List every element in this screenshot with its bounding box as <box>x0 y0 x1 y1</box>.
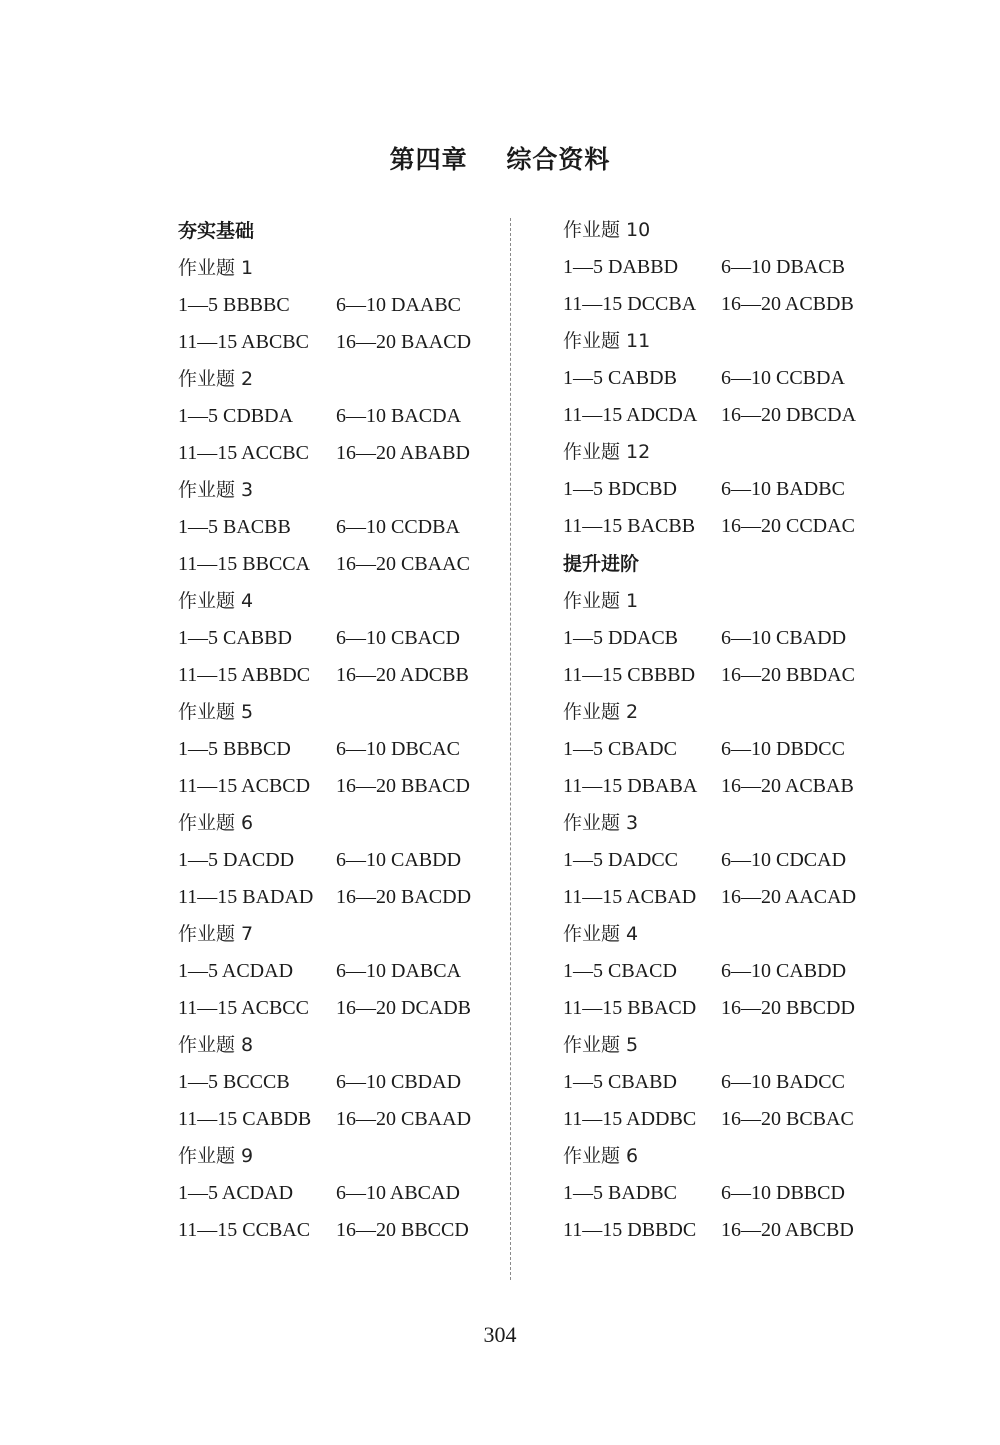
answer-row <box>563 1101 893 1138</box>
answer-range: 6—10 DAABC <box>336 294 462 316</box>
answer-range: 6—10 DBDCC <box>721 738 845 760</box>
answer-row <box>178 731 498 768</box>
answer-row <box>563 1212 893 1249</box>
answer-row <box>178 1212 498 1249</box>
homework-group <box>178 361 498 472</box>
answer-range: 6—10 DBBCD <box>721 1182 845 1204</box>
answer-range: 16—20 ABCBD <box>721 1219 854 1241</box>
homework-group <box>563 212 893 323</box>
homework-label: 作业题 2 <box>563 701 639 723</box>
answer-range: 11—15 ADDBC <box>563 1108 697 1130</box>
answer-row <box>563 249 893 286</box>
homework-label: 作业题 2 <box>178 368 254 390</box>
answer-range: 11—15 DBBDC <box>563 1219 697 1241</box>
answer-range: 6—10 CCBDA <box>721 367 845 389</box>
homework-group <box>563 583 893 694</box>
homework-label: 作业题 10 <box>563 219 651 241</box>
answer-row <box>563 990 893 1027</box>
answer-range: 6—10 CCDBA <box>336 516 460 538</box>
answer-range: 16—20 BCBAC <box>721 1108 854 1130</box>
answer-range: 16—20 CBAAC <box>336 553 470 575</box>
answer-range: 11—15 ACCBC <box>178 442 309 464</box>
answer-range: 11—15 DCCBA <box>563 293 697 315</box>
page-title: 第四章 综合资料 <box>389 145 611 174</box>
homework-group <box>178 1138 498 1249</box>
answer-range: 16—20 ABABD <box>336 442 470 464</box>
answer-range: 6—10 DABCA <box>336 960 462 982</box>
homework-label: 作业题 11 <box>563 330 651 352</box>
answer-row <box>178 1175 498 1212</box>
answer-range: 11—15 DBABA <box>563 775 698 797</box>
answer-range: 1—5 BADBC <box>563 1182 677 1204</box>
homework-label: 作业题 12 <box>563 441 651 463</box>
homework-group <box>563 805 893 916</box>
answer-range: 6—10 ABCAD <box>336 1182 460 1204</box>
answer-range: 11—15 ACBCC <box>178 997 309 1019</box>
answer-range: 1—5 CBABD <box>563 1071 677 1093</box>
answer-row <box>178 1101 498 1138</box>
answer-row <box>563 286 893 323</box>
column-divider <box>510 218 511 1280</box>
answer-range: 16—20 DBCDA <box>721 404 857 426</box>
answer-range: 11—15 BBCCA <box>178 553 311 575</box>
answer-range: 11—15 ACBAD <box>563 886 697 908</box>
answer-range: 16—20 ACBDB <box>721 293 854 315</box>
homework-group <box>563 694 893 805</box>
answer-range: 6—10 CABDD <box>721 960 847 982</box>
section-heading: 提升进阶 <box>563 553 640 575</box>
homework-group <box>563 916 893 1027</box>
answer-row <box>563 842 893 879</box>
answer-range: 1—5 CBACD <box>563 960 677 982</box>
answer-row <box>178 657 498 694</box>
homework-group <box>178 805 498 916</box>
homework-label: 作业题 6 <box>563 1145 639 1167</box>
answer-range: 1—5 DADCC <box>563 849 679 871</box>
answer-range: 6—10 CABDD <box>336 849 462 871</box>
answer-range: 16—20 AACAD <box>721 886 857 908</box>
answer-row <box>563 731 893 768</box>
answer-range: 11—15 CABDB <box>178 1108 312 1130</box>
answer-range: 16—20 DCADB <box>336 997 472 1019</box>
answer-row <box>563 360 893 397</box>
answer-row <box>563 1175 893 1212</box>
answer-range: 1—5 DDACB <box>563 627 679 649</box>
answer-range: 11—15 ABBDC <box>178 664 311 686</box>
answer-range: 11—15 BBACD <box>563 997 697 1019</box>
answer-range: 16—20 BBDAC <box>721 664 855 686</box>
homework-label: 作业题 8 <box>178 1034 254 1056</box>
homework-group <box>178 250 498 361</box>
homework-label: 作业题 3 <box>563 812 639 834</box>
answer-row <box>563 1064 893 1101</box>
answer-row <box>178 1064 498 1101</box>
answer-range: 1—5 CDBDA <box>178 405 294 427</box>
answer-range: 16—20 CCDAC <box>721 515 855 537</box>
answer-range: 1—5 CABBD <box>178 627 292 649</box>
answer-row <box>178 620 498 657</box>
answer-row <box>178 435 498 472</box>
homework-label: 作业题 3 <box>178 479 254 501</box>
homework-group <box>563 1027 893 1138</box>
answer-row <box>563 953 893 990</box>
homework-label: 作业题 6 <box>178 812 254 834</box>
answer-range: 11—15 ADCDA <box>563 404 698 426</box>
homework-label: 作业题 9 <box>178 1145 254 1167</box>
answer-row <box>563 508 893 545</box>
homework-label: 作业题 4 <box>563 923 639 945</box>
homework-group <box>178 694 498 805</box>
answer-row <box>178 509 498 546</box>
answer-range: 1—5 BBBBC <box>178 294 290 316</box>
homework-label: 作业题 5 <box>563 1034 639 1056</box>
answer-range: 6—10 DBCAC <box>336 738 460 760</box>
homework-group <box>178 916 498 1027</box>
homework-group <box>178 1027 498 1138</box>
answer-row <box>178 953 498 990</box>
homework-group <box>178 583 498 694</box>
homework-label: 作业题 1 <box>563 590 639 612</box>
answer-row <box>563 620 893 657</box>
answer-range: 1—5 ACDAD <box>178 1182 294 1204</box>
answer-row <box>563 768 893 805</box>
answer-row <box>178 879 498 916</box>
answer-range: 11—15 CBBBD <box>563 664 696 686</box>
answer-range: 16—20 BAACD <box>336 331 472 353</box>
section-heading: 夯实基础 <box>178 220 255 242</box>
answer-range: 16—20 BBACD <box>336 775 470 797</box>
answer-range: 6—10 CBDAD <box>336 1071 462 1093</box>
answer-range: 16—20 ADCBB <box>336 664 469 686</box>
homework-label: 作业题 5 <box>178 701 254 723</box>
homework-label: 作业题 7 <box>178 923 254 945</box>
answer-range: 6—10 CBADD <box>721 627 847 649</box>
answer-range: 6—10 CBACD <box>336 627 460 649</box>
homework-group <box>563 434 893 545</box>
answer-row <box>178 990 498 1027</box>
homework-label: 作业题 1 <box>178 257 254 279</box>
answer-row <box>563 879 893 916</box>
answer-range: 11—15 ABCBC <box>178 331 309 353</box>
answer-range: 1—5 BDCBD <box>563 478 677 500</box>
answer-range: 1—5 BACBB <box>178 516 291 538</box>
answer-range: 1—5 CBADC <box>563 738 677 760</box>
answer-range: 1—5 BBBCD <box>178 738 291 760</box>
answer-range: 16—20 BBCCD <box>336 1219 469 1241</box>
answer-range: 11—15 BADAD <box>178 886 314 908</box>
answer-range: 6—10 DBACB <box>721 256 845 278</box>
answer-range: 6—10 CDCAD <box>721 849 847 871</box>
answer-range: 11—15 ACBCD <box>178 775 311 797</box>
answer-range: 1—5 ACDAD <box>178 960 294 982</box>
homework-group <box>178 472 498 583</box>
answer-range: 1—5 CABDB <box>563 367 677 389</box>
answer-range: 11—15 CCBAC <box>178 1219 311 1241</box>
answer-range: 16—20 CBAAD <box>336 1108 472 1130</box>
answer-row <box>563 397 893 434</box>
answer-range: 6—10 BADCC <box>721 1071 845 1093</box>
answer-range: 16—20 BACDD <box>336 886 472 908</box>
answer-row <box>178 546 498 583</box>
answer-range: 16—20 ACBAB <box>721 775 854 797</box>
homework-group <box>563 323 893 434</box>
answer-row <box>178 287 498 324</box>
right-column <box>563 212 893 1249</box>
answer-range: 1—5 DABBD <box>563 256 679 278</box>
homework-group <box>563 1138 893 1249</box>
answer-range: 1—5 BCCCB <box>178 1071 290 1093</box>
left-column <box>178 212 498 1249</box>
answer-range: 11—15 BACBB <box>563 515 696 537</box>
answer-row <box>178 324 498 361</box>
homework-label: 作业题 4 <box>178 590 254 612</box>
answer-range: 6—10 BADBC <box>721 478 845 500</box>
answer-row <box>563 471 893 508</box>
answer-row <box>563 657 893 694</box>
answer-range: 6—10 BACDA <box>336 405 462 427</box>
answer-row <box>178 842 498 879</box>
answer-row <box>178 398 498 435</box>
answer-row <box>178 768 498 805</box>
answer-range: 1—5 DACDD <box>178 849 295 871</box>
answer-range: 16—20 BBCDD <box>721 997 855 1019</box>
page-number: 304 <box>483 1322 517 1347</box>
